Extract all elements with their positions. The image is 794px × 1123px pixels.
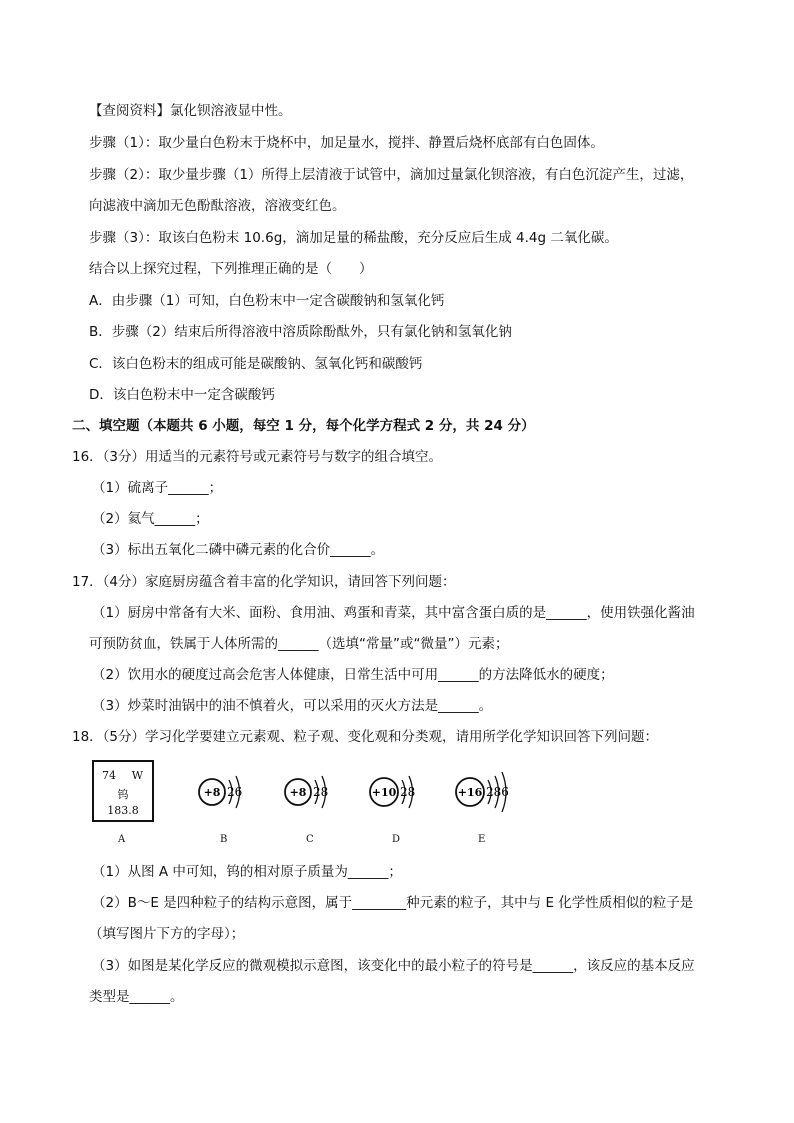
question-15-prompt: 结合以上探究过程，下列推理正确的是（ ） — [89, 261, 373, 277]
question-17-part-1-line-1: （1）厨房中常备有大米、面粉、食用油、鸡蛋和青菜，其中富含蛋白质的是______，使用铁强化酱油 — [92, 605, 695, 621]
figure-label-a: A — [118, 834, 126, 845]
step-1: 步骤（1）：取少量白色粉末于烧杯中，加足量水，搅拌、静置后烧杯底部有白色固体。 — [89, 135, 604, 151]
option-c[interactable]: C．该白色粉末的组成可能是碳酸钠、氢氧化钙和碳酸钙 — [89, 356, 423, 372]
question-16-part-2: （2）氦气______； — [92, 511, 209, 527]
atom-c — [285, 776, 328, 808]
option-d[interactable]: D．该白色粉末中一定含碳酸钙 — [89, 387, 275, 403]
atom-e — [456, 772, 509, 812]
step-2-line-1: 步骤（2）：取少量步骤（1）所得上层清液于试管中，滴加过量氯化钡溶液，有白色沉淀产生，过滤， — [89, 167, 694, 183]
step-2-line-2: 向滤液中滴加无色酚酞溶液，溶液变红色。 — [89, 198, 346, 214]
atomic-mass: 183.8 — [107, 804, 139, 817]
svg-text:28: 28 — [313, 785, 329, 799]
question-17-part-1-line-2: 可预防贫血，铁属于人体所需的______（选填“常量”或“微量”）元素； — [89, 636, 509, 652]
question-18-part-3-line-2: 类型是______。 — [89, 989, 184, 1005]
atom-d — [370, 776, 415, 808]
info-note: 【查阅资料】氯化钡溶液显中性。 — [89, 103, 292, 119]
question-18-stem: 18．（5分）学习化学要建立元素观、粒子观、变化观和分类观，请用所学化学知识回答下列问题： — [72, 729, 659, 745]
svg-text:26: 26 — [227, 785, 243, 799]
element-name: 钨 — [117, 788, 129, 801]
question-18-part-3-line-1: （3）如图是某化学反应的微观模拟示意图，该变化中的最小粒子的符号是______，该反应的基本反应 — [92, 958, 695, 974]
atom-b — [199, 776, 242, 808]
atom-structure-diagrams — [92, 754, 522, 834]
question-17-part-3: （3）炒菜时油锅中的油不慎着火，可以采用的灭火方法是______。 — [92, 698, 493, 714]
svg-text:+8: +8 — [203, 786, 221, 799]
question-16-part-3: （3）标出五氧化二磷中磷元素的化合价______。 — [92, 542, 385, 558]
figure-label-d: D — [392, 834, 401, 845]
svg-text:+16: +16 — [457, 786, 483, 799]
element-symbol: W — [131, 769, 143, 782]
question-17-part-2: （2）饮用水的硬度过高会危害人体健康，日常生活中可用______的方法降低水的硬度； — [92, 667, 614, 683]
svg-text:+10: +10 — [371, 786, 397, 799]
figure-label-e: E — [478, 834, 486, 845]
question-17-stem: 17．（4分）家庭厨房蕴含着丰富的化学知识，请回答下列问题： — [72, 574, 456, 590]
option-a[interactable]: A．由步骤（1）可知，白色粉末中一定含碳酸钠和氢氧化钙 — [89, 293, 445, 309]
question-16-part-1: （1）硫离子______； — [92, 480, 223, 496]
section-2-heading: 二、填空题（本题共 6 小题，每空 1 分，每个化学方程式 2 分，共 24 分） — [72, 418, 535, 434]
svg-text:+8: +8 — [289, 786, 307, 799]
question-18-part-1: （1）从图 A 中可知，钨的相对原子质量为______； — [92, 864, 402, 880]
option-b[interactable]: B．步骤（2）结束后所得溶液中溶质除酚酞外，只有氯化钠和氢氧化钠 — [89, 324, 512, 340]
step-3: 步骤（3）：取该白色粉末 10.6g，滴加足量的稀盐酸，充分反应后生成 4.4g 二氧化碳。 — [89, 230, 618, 246]
question-16-stem: 16．（3分）用适当的元素符号或元素符号与数字的组合填空。 — [72, 449, 443, 465]
figure-label-c: C — [306, 834, 314, 845]
atomic-number: 74 — [102, 769, 116, 782]
question-18-part-2-line-2: （填写图片下方的字母）； — [89, 926, 245, 942]
figure-label-b: B — [220, 834, 228, 845]
question-18-part-2-line-1: （2）B～E 是四种粒子的结构示意图，属于________种元素的粒子，其中与 E 化学性质相似的粒子是 — [92, 895, 694, 911]
svg-text:28: 28 — [400, 785, 416, 799]
particle-figure — [92, 754, 522, 854]
svg-text:286: 286 — [486, 785, 509, 799]
